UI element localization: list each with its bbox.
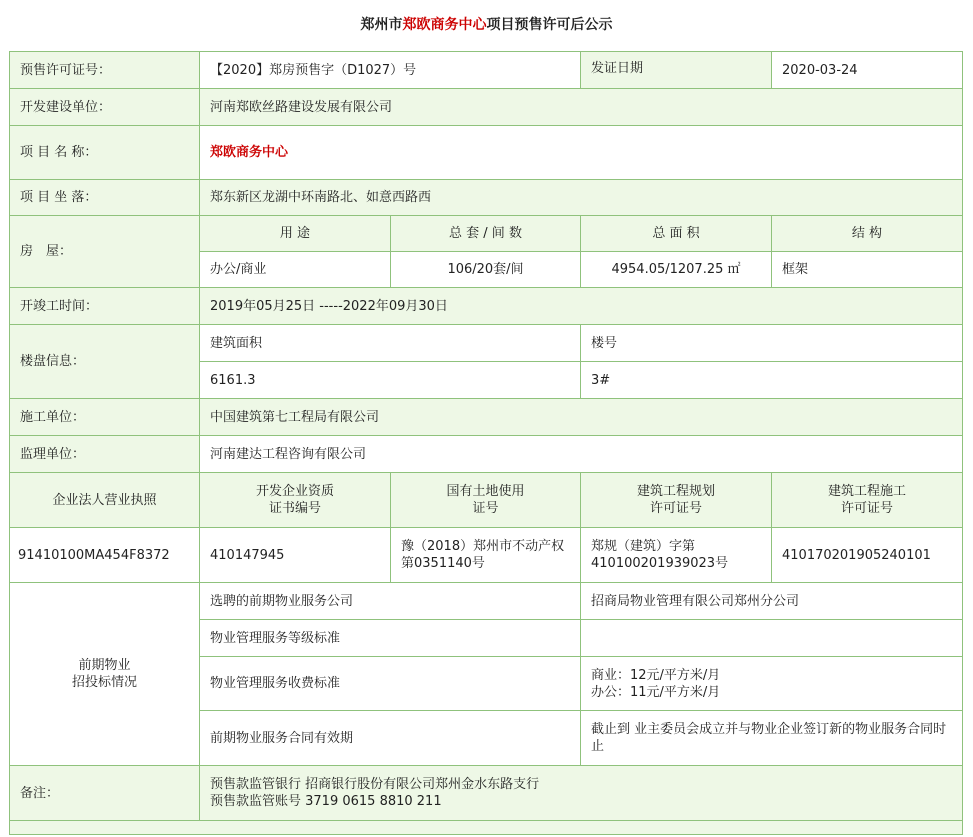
business-license-value: 91410100MA454F8372	[10, 528, 200, 583]
issue-date-label: 发证日期	[581, 52, 772, 89]
construction-permit-value: 410170201905240101	[772, 528, 963, 583]
supervisor-row	[10, 436, 963, 473]
title-prefix: 郑州市	[360, 17, 403, 33]
planning-permit-value: 郑规（建筑）字第410100201939023号	[581, 528, 772, 583]
project-name-row	[10, 126, 963, 180]
construction-time-row	[10, 288, 963, 325]
permit-row	[10, 52, 963, 89]
footer-cell	[10, 821, 963, 835]
property-company-label: 选聘的前期物业服务公司	[200, 583, 581, 620]
remarks-row	[10, 766, 963, 821]
planning-permit-header: 建筑工程规划 许可证号	[581, 473, 772, 528]
construction-time-label: 开竣工时间：	[10, 288, 200, 325]
service-level-value	[581, 620, 963, 657]
location-value: 郑东新区龙湖中环南路北、如意西路西	[200, 180, 963, 216]
permit-value: 【2020】郑房预售字（D1027）号	[200, 52, 581, 89]
remarks-value: 预售款监管银行 招商银行股份有限公司郑州金水东路支行 预售款监管账号 3719 0615 8810 211	[200, 766, 963, 821]
project-name-label: 项 目 名 称：	[10, 126, 200, 180]
issue-date-value: 2020-03-24	[772, 52, 963, 89]
housing-label: 房 屋：	[10, 216, 200, 288]
developer-value: 河南郑欧丝路建设发展有限公司	[200, 89, 963, 126]
building-label: 楼盘信息：	[10, 325, 200, 399]
location-label: 项 目 坐 落：	[10, 180, 200, 216]
qualification-cert-header: 开发企业资质 证书编号	[200, 473, 391, 528]
building-number-header: 楼号	[581, 325, 963, 362]
property-row	[10, 583, 963, 620]
housing-units-value: 106/20套/间	[391, 252, 581, 288]
business-license-header: 企业法人营业执照	[10, 473, 200, 528]
location-row	[10, 180, 963, 216]
construction-time-value: 2019年05月25日 -----2022年09月30日	[200, 288, 963, 325]
service-fee-label: 物业管理服务收费标准	[200, 657, 581, 711]
building-header-row	[10, 325, 963, 362]
supervisor-label: 监理单位：	[10, 436, 200, 473]
supervisor-value: 河南建达工程咨询有限公司	[200, 436, 963, 473]
building-area-value: 6161.3	[200, 362, 581, 399]
building-number-value: 3#	[581, 362, 963, 399]
service-fee-value: 商业：12元/平方米/月 办公：11元/平方米/月	[581, 657, 963, 711]
land-use-cert-header: 国有土地使用 证号	[391, 473, 581, 528]
property-company-value: 招商局物业管理有限公司郑州分公司	[581, 583, 963, 620]
page-title	[0, 14, 973, 34]
developer-label: 开发建设单位：	[10, 89, 200, 126]
contractor-value: 中国建筑第七工程局有限公司	[200, 399, 963, 436]
housing-header-row	[10, 216, 963, 252]
service-level-label: 物业管理服务等级标准	[200, 620, 581, 657]
footer-row	[10, 821, 963, 835]
housing-area-header: 总 面 积	[581, 216, 772, 252]
land-use-cert-value: 豫（2018）郑州市不动产权第0351140号	[391, 528, 581, 583]
remarks-label: 备注：	[10, 766, 200, 821]
property-tender-label: 前期物业 招投标情况	[10, 583, 200, 766]
title-suffix: 项目预售许可后公示	[486, 17, 613, 33]
developer-row	[10, 89, 963, 126]
housing-usage-header: 用 途	[200, 216, 391, 252]
construction-permit-header: 建筑工程施工 许可证号	[772, 473, 963, 528]
housing-area-value: 4954.05/1207.25 ㎡	[581, 252, 772, 288]
license-value-row	[10, 528, 963, 583]
license-header-row	[10, 473, 963, 528]
contract-term-value: 截止到 业主委员会成立并与物业企业签订新的物业服务合同时止	[581, 711, 963, 766]
contractor-label: 施工单位：	[10, 399, 200, 436]
housing-structure-header: 结 构	[772, 216, 963, 252]
housing-units-header: 总 套 / 间 数	[391, 216, 581, 252]
qualification-cert-value: 410147945	[200, 528, 391, 583]
housing-structure-value: 框架	[772, 252, 963, 288]
project-name-value: 郑欧商务中心	[200, 126, 963, 180]
title-project-name: 郑欧商务中心	[402, 17, 487, 33]
permit-table	[9, 51, 963, 835]
contract-term-label: 前期物业服务合同有效期	[200, 711, 581, 766]
housing-usage-value: 办公/商业	[200, 252, 391, 288]
contractor-row	[10, 399, 963, 436]
building-area-header: 建筑面积	[200, 325, 581, 362]
permit-label: 预售许可证号：	[10, 52, 200, 89]
